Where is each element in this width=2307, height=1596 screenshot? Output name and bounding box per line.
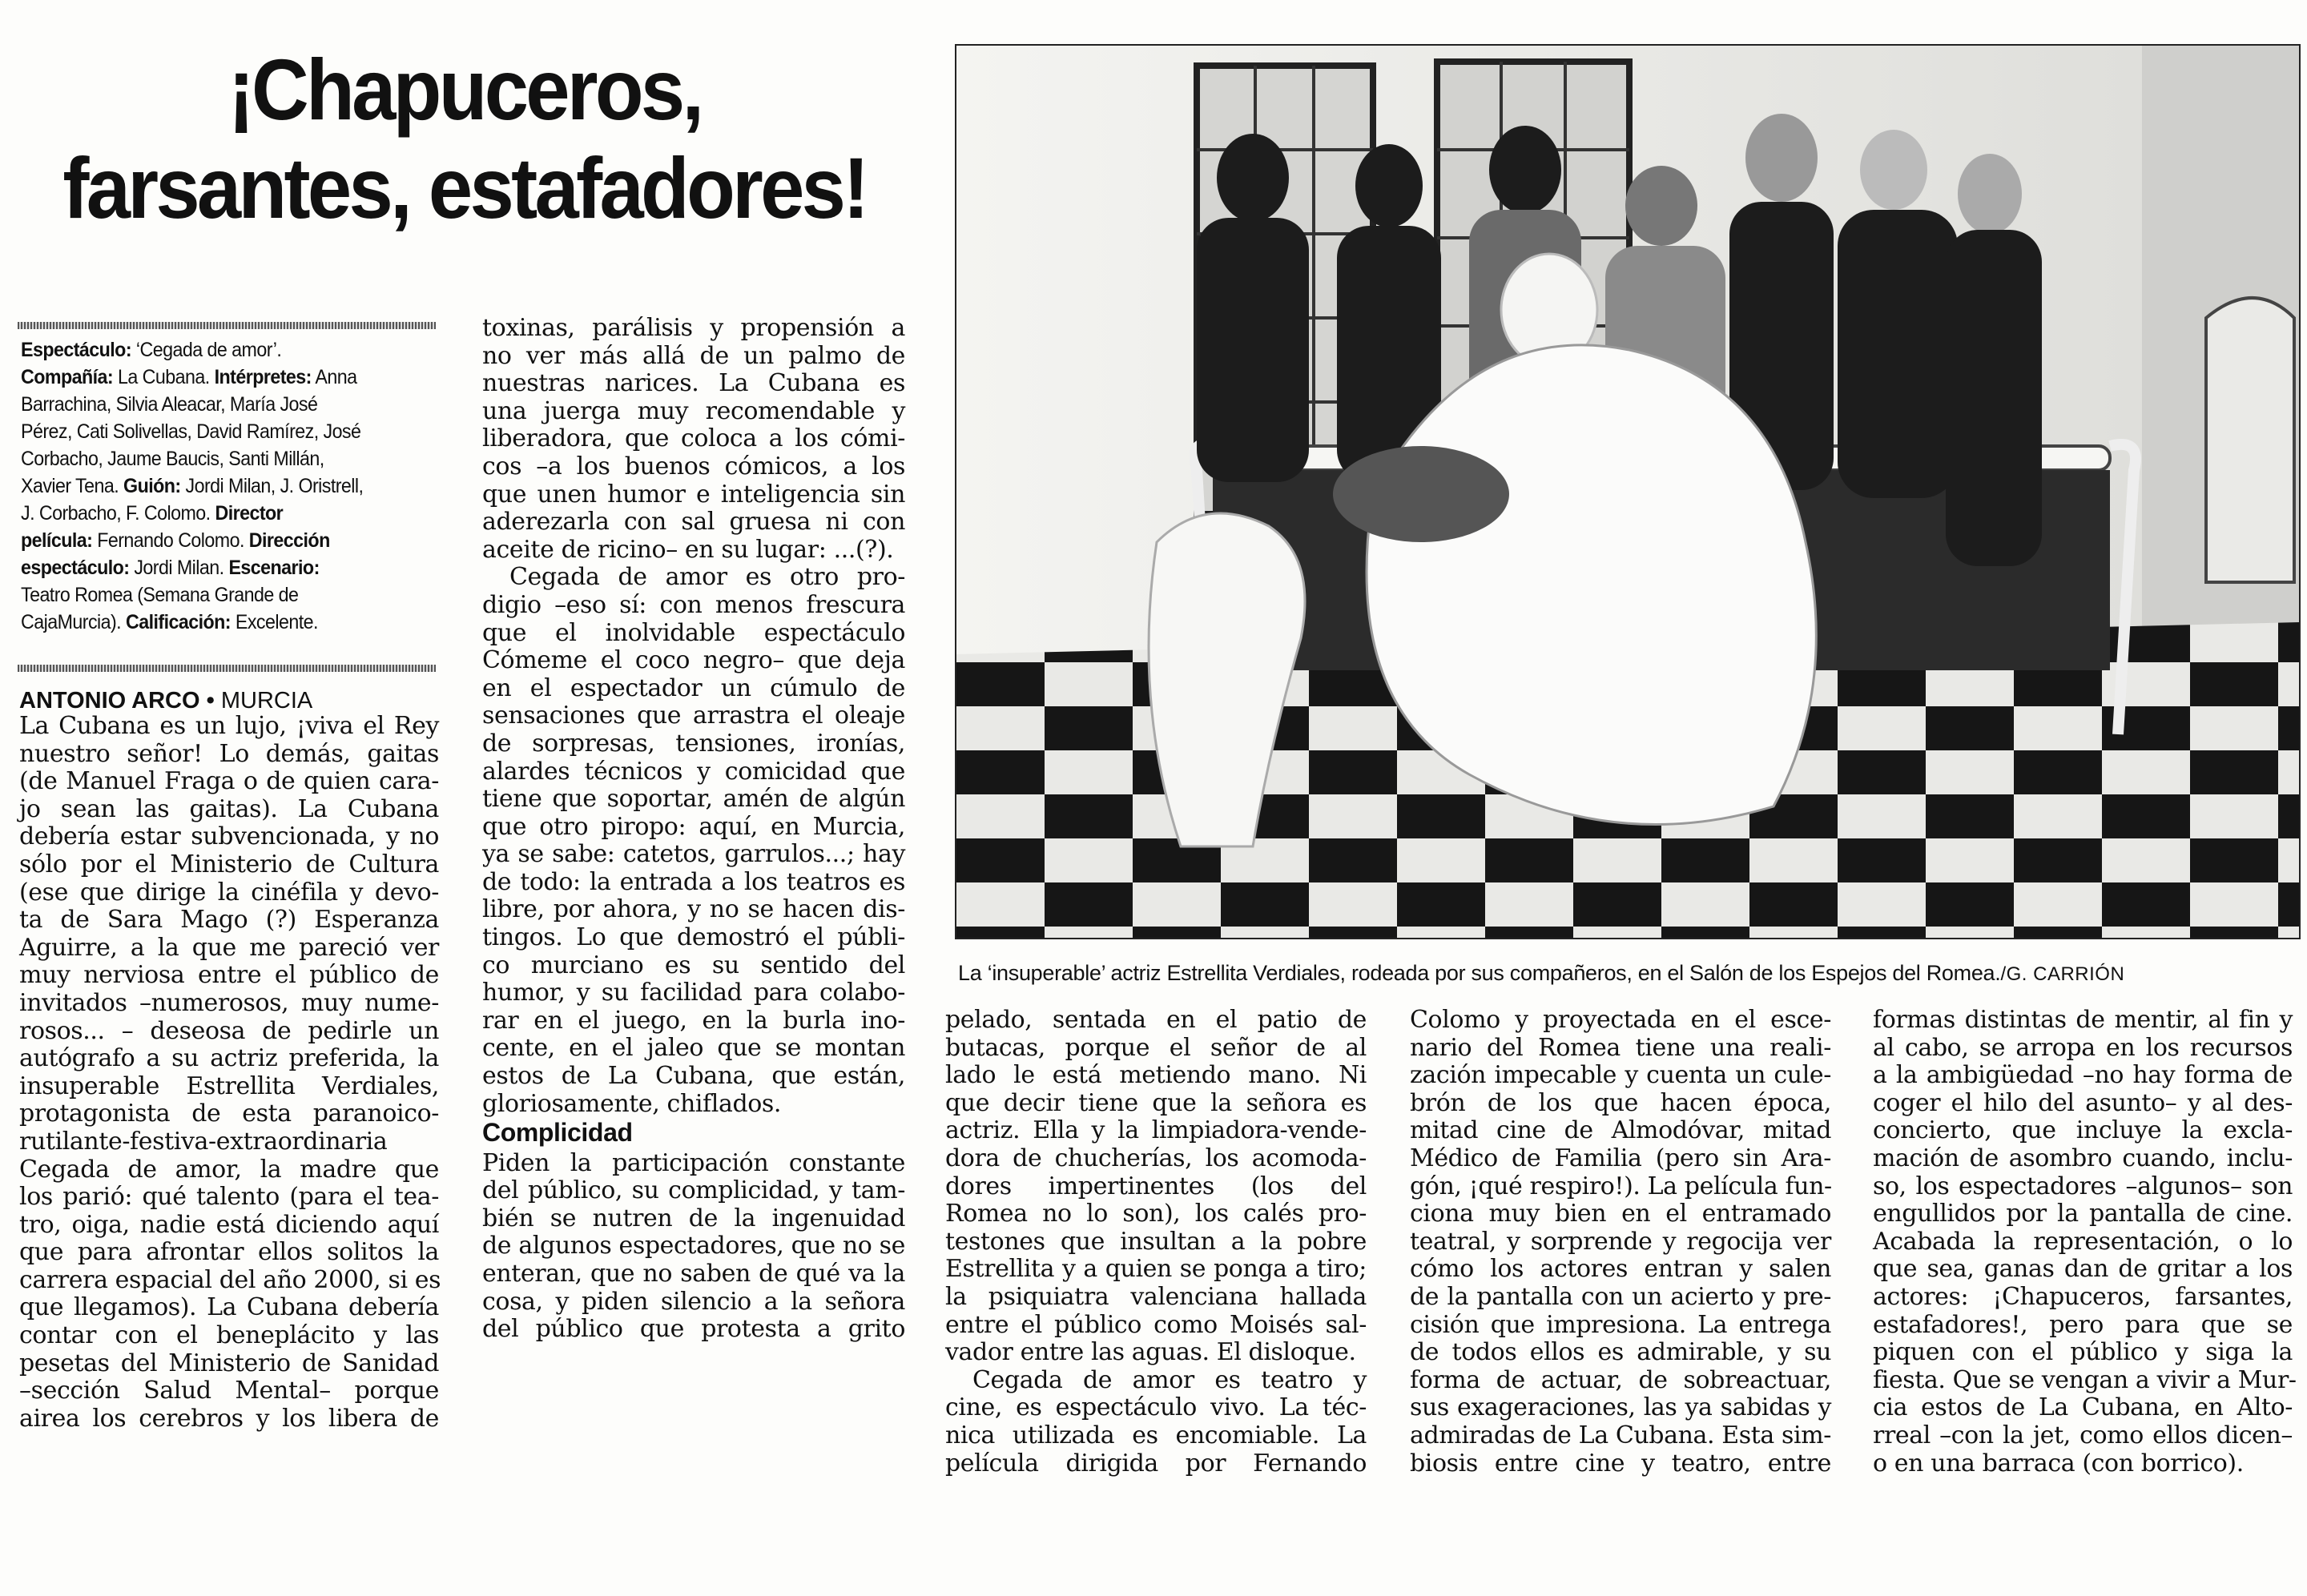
text-line: (de Manuel Fraga o de quien cara- <box>19 767 439 796</box>
text-line: Cómeme el coco negro– que deja <box>482 646 905 675</box>
value-guion-a: Jordi Milan, J. Oristrell, <box>185 475 364 497</box>
text-line: enteran, que no saben de qué va la <box>482 1259 905 1288</box>
text-line: Aguirre, a la que me pareció ver <box>19 933 439 962</box>
headline <box>52 40 877 237</box>
text-line: cine, es espectáculo vivo. La téc- <box>945 1393 1367 1422</box>
text-line: muy nerviosa entre el público de <box>19 961 439 990</box>
complicidad-text <box>482 1150 905 1344</box>
text-line: biosis entre cine y teatro, entre <box>1410 1449 1831 1477</box>
caption-text: La ‘insuperable’ actriz Estrellita Verdiales, rodeada por sus compañeros, en el Salón de los Espejos del Romea. <box>958 961 2001 985</box>
text-line: estos de La Cubana, que están, <box>482 1062 905 1091</box>
text-line: de algunos espectadores, que no se <box>482 1232 905 1260</box>
text-line: al cabo, se arropa en los recursos <box>1873 1033 2293 1062</box>
text-line: Romea no lo son), los calés pro- <box>945 1200 1367 1228</box>
text-line: que llegamos). La Cubana debería <box>19 1293 439 1322</box>
text-line: gloriosamente, chiflados. <box>482 1089 782 1118</box>
label-guion: Guión: <box>123 475 181 497</box>
text-line: autógrafo a su actriz preferida, la <box>19 1044 439 1073</box>
text-line: Estrellita y a quien se ponga a tiro; <box>945 1255 1367 1284</box>
text-line: en el espectador un cúmulo de <box>482 673 905 702</box>
text-line: –sección Salud Mental– porque <box>19 1377 439 1405</box>
text-line: estafadores!, pero para que se <box>1873 1310 2293 1339</box>
text-line: o en una barraca (con borrico). <box>1873 1449 2244 1477</box>
label-director-b: película: <box>21 529 93 552</box>
value-espectaculo: ‘Cegada de amor’. <box>135 339 282 361</box>
value-interpretes-a: Anna <box>315 366 357 388</box>
text-line: cia estos de La Cubana, en Alto- <box>1873 1393 2293 1422</box>
text-line: invitados –numerosos, muy nume- <box>19 988 439 1017</box>
text-line: toxinas, parálisis y propensión a <box>482 314 905 342</box>
article-column-3 <box>945 1007 1367 1477</box>
text-line: mitad cine de Almodóvar, mitad <box>1410 1116 1831 1145</box>
value-calificacion: Excelente. <box>235 611 318 633</box>
text-line: sólo por el Ministerio de Cultura <box>19 850 439 878</box>
text-line: de todo: la entrada a los teatros es <box>482 867 905 896</box>
text-line: airea los cerebros y los libera de <box>19 1404 439 1433</box>
text-line: vador entre las aguas. El disloque. <box>945 1338 1356 1367</box>
text-line: que el inolvidable espectáculo <box>482 618 905 647</box>
text-line: Colomo y proyectada en el esce- <box>1410 1006 1831 1034</box>
text-line: que para afrontar ellos solitos la <box>19 1238 439 1267</box>
text-line: alardes técnicos y comicidad que <box>482 757 905 786</box>
label-direccion-a: Dirección <box>248 529 330 552</box>
text-line: tro, oiga, nadie está diciendo aquí <box>19 1210 439 1239</box>
byline <box>19 687 312 714</box>
photo-cast <box>955 44 2301 939</box>
text-line: ya se sabe: catetos, garrulos...; hay <box>482 840 905 869</box>
text-line: engullidos por la pantalla de cine. <box>1873 1200 2293 1228</box>
text-line: tingos. Lo que demostró el públi- <box>482 923 905 952</box>
text-line: fiesta. Que se vengan a vivir a Mur- <box>1873 1365 2297 1394</box>
text-line: jo sean las gaitas). La Cubana <box>19 794 439 823</box>
text-line: del público que protesta a grito <box>482 1315 905 1344</box>
label-calificacion: Calificación: <box>125 611 231 633</box>
text-line: la psiquiatra valenciana hallada <box>945 1282 1367 1311</box>
text-line: coger el hilo del asunto– y al des- <box>1873 1088 2293 1117</box>
text-line: cos –a los buenos cómicos, a los <box>482 452 905 480</box>
text-line: rutilante-festiva-extraordinaria <box>19 1127 388 1156</box>
text-line: digio –eso sí: con menos frescura <box>482 590 905 619</box>
text-line: actriz. Ella y la limpiadora-vende- <box>945 1116 1367 1145</box>
text-line: pesetas del Ministerio de Sanidad <box>19 1349 439 1377</box>
value-direccion: Jordi Milan. <box>134 557 224 579</box>
label-compania: Compañía: <box>21 366 114 388</box>
text-line: nica utilizada es encomiable. La <box>945 1421 1367 1449</box>
text-line: concierto, que incluye la excla- <box>1873 1116 2293 1145</box>
text-line: humor, y su facilidad para colabo- <box>482 979 905 1007</box>
article-column-1 <box>19 713 439 1433</box>
text-line: Médico de Familia (pero sin Ara- <box>1410 1144 1831 1172</box>
text-line: Piden la participación constante <box>482 1148 905 1177</box>
credits-top-rule <box>18 322 436 329</box>
text-line: forma de actuar, de sobreactuar, <box>1410 1365 1831 1394</box>
text-line: entre el público como Moisés sal- <box>945 1310 1367 1339</box>
value-compania: La Cubana. <box>118 366 210 388</box>
text-line: contar con el beneplácito y las <box>19 1321 439 1350</box>
label-direccion-b: espectáculo: <box>21 557 130 579</box>
text-line: cente, en el jaleo que se montan <box>482 1034 905 1063</box>
text-line: sus exageraciones, las ya sabidas y <box>1410 1393 1831 1422</box>
text-line: actores: ¡Chapuceros, farsantes, <box>1873 1282 2293 1311</box>
headline-line-2: farsantes, estafadores! <box>62 139 867 236</box>
text-line: Cegada de amor es teatro y <box>972 1365 1367 1394</box>
text-line: película dirigida por Fernando <box>945 1449 1367 1477</box>
text-line: ta de Sara Mago (?) Esperanza <box>19 906 439 935</box>
text-line: que unen humor e inteligencia sin <box>482 480 905 509</box>
text-line: lado le está metiendo mano. Ni <box>945 1061 1367 1090</box>
text-line: butacas, porque el señor de al <box>945 1033 1367 1062</box>
text-line: rar en el juego, en la burla ino- <box>482 1006 905 1035</box>
text-line: gón, ¡qué respiro!). La película fun- <box>1410 1172 1832 1200</box>
text-line: admiradas de La Cubana. Esta sim- <box>1410 1421 1832 1449</box>
text-line: ciona muy bien en el entramado <box>1410 1200 1831 1228</box>
value-interpretes-b: Barrachina, Silvia Aleacar, María José <box>21 393 318 416</box>
photo-illustration <box>956 46 2299 938</box>
credits-bottom-rule <box>18 665 436 672</box>
text-line: una juerga muy recomendable y <box>482 396 905 425</box>
text-line: los parió: qué talento (para el tea- <box>19 1183 439 1212</box>
value-interpretes-e: Xavier Tena. <box>21 475 119 497</box>
credits-box <box>21 336 409 636</box>
text-line: rosos... – deseosa de pedirle un <box>19 1016 439 1045</box>
text-line: nario del Romea tiene una reali- <box>1410 1033 1831 1062</box>
text-line: liberadora, que coloca a los cómi- <box>482 424 905 453</box>
text-line: Acabada la representación, o lo <box>1873 1227 2293 1256</box>
text-line: cosa, y piden silencio a la señora <box>482 1287 905 1316</box>
text-line: no ver más allá de un palmo de <box>482 341 905 370</box>
text-line: que otro piropo: aquí, en Murcia, <box>482 812 905 841</box>
text-line: a la ambigüedad –no hay forma de <box>1873 1061 2293 1090</box>
article-column-2 <box>482 315 905 1118</box>
label-espectaculo: Espectáculo: <box>21 339 132 361</box>
value-escenario-b: CajaMurcia). <box>21 611 122 633</box>
text-line: nuestro señor! Lo demás, gaitas <box>19 739 439 768</box>
text-line: pelado, sentada en el patio de <box>945 1006 1367 1034</box>
value-interpretes-c: Pérez, Cati Solivellas, David Ramírez, José <box>21 420 361 443</box>
text-line: co murciano es su sentido del <box>482 951 905 979</box>
article-column-4 <box>1410 1007 1831 1477</box>
text-line: cómo los actores entran y salen <box>1410 1255 1831 1284</box>
value-guion-b: J. Corbacho, F. Colomo. <box>21 502 211 525</box>
text-line: del público, su complicidad, y tam- <box>482 1176 905 1205</box>
label-interpretes: Intérpretes: <box>214 366 312 388</box>
text-line: bién se nutren de la ingenuidad <box>482 1204 905 1232</box>
text-line: que sea, ganas dan de gritar a los <box>1873 1255 2293 1284</box>
text-line: debería estar subvencionada, y no <box>19 822 439 851</box>
text-line: La Cubana es un lujo, ¡viva el Rey <box>19 712 439 740</box>
value-director: Fernando Colomo. <box>97 529 244 552</box>
photo-credit: /G. CARRIÓN <box>2000 963 2125 985</box>
headline-line-1: ¡Chapuceros, <box>227 41 702 138</box>
text-line: piquen con el público y siga la <box>1873 1338 2293 1367</box>
article-column-5 <box>1873 1006 2297 1477</box>
text-line: so, los espectadores –algunos– son <box>1873 1172 2293 1200</box>
text-line: teatral, y sorprende y regocija ver <box>1410 1227 1831 1256</box>
value-interpretes-d: Corbacho, Jaume Baucis, Santi Millán, <box>21 448 324 470</box>
text-line: brón de los que hacen época, <box>1410 1088 1831 1117</box>
text-line: testones que insultan a la pobre <box>945 1227 1367 1256</box>
label-director-a: Director <box>215 502 284 525</box>
text-line: Cegada de amor, la madre que <box>19 1155 439 1184</box>
text-line: nuestras narices. La Cubana es <box>482 369 905 398</box>
text-line: aceite de ricino– en su lugar: ...(?). <box>482 535 894 564</box>
text-line: libre, por ahora, y no se hacen dis- <box>482 895 905 924</box>
article-column-2-continued <box>482 1119 905 1344</box>
text-line: (ese que dirige la cinéfila y devo- <box>19 878 439 907</box>
text-line: Cegada de amor es otro pro- <box>509 563 905 592</box>
text-line: sensaciones que arrastra el oleaje <box>482 702 905 730</box>
text-line: de la pantalla con un acierto y pre- <box>1410 1282 1831 1311</box>
text-line: cisión que impresiona. La entrega <box>1410 1310 1831 1339</box>
label-escenario: Escenario: <box>228 557 320 579</box>
text-line: formas distintas de mentir, al fin y <box>1873 1006 2293 1034</box>
text-line: zación impecable y cuenta un cule- <box>1410 1061 1831 1090</box>
text-line: insuperable Estrellita Verdiales, <box>19 1071 439 1100</box>
text-line: carrera espacial del año 2000, si es <box>19 1265 441 1294</box>
byline-place: MURCIA <box>220 688 313 714</box>
text-line: aderezarla con sal gruesa ni con <box>482 508 905 537</box>
subhead-complicidad: Complicidad <box>482 1118 633 1147</box>
text-line: dores impertinentes (los del <box>945 1172 1367 1200</box>
byline-separator: • <box>206 688 215 714</box>
text-line: rreal –con la jet, como ellos dicen– <box>1873 1421 2293 1449</box>
text-line: de sorpresas, tensiones, ironías, <box>482 729 905 758</box>
byline-author: ANTONIO ARCO <box>19 688 200 714</box>
text-line: protagonista de esta paranoico- <box>19 1100 439 1128</box>
photo-caption <box>958 959 2297 988</box>
text-line: tiene que soportar, amén de algún <box>482 785 905 814</box>
text-line: que decir tiene que la señora es <box>945 1088 1367 1117</box>
text-line: dora de chucherías, los acomoda- <box>945 1144 1367 1172</box>
text-line: mación de asombro cuando, inclu- <box>1873 1144 2293 1172</box>
value-escenario-a: Teatro Romea (Semana Grande de <box>21 584 299 606</box>
text-line: de todos ellos es admirable, y su <box>1410 1338 1831 1367</box>
